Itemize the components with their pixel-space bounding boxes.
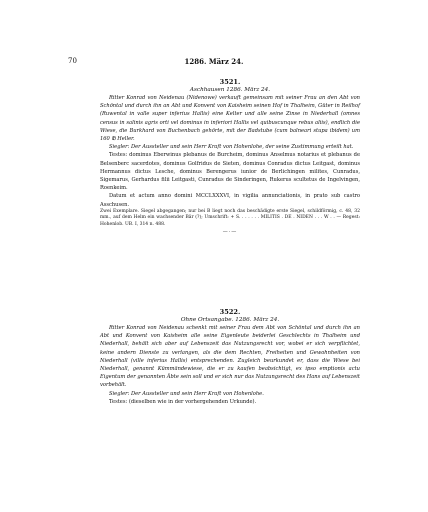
charter-testes: Testes: (dieselben wie in der vorhergehenden Urkunde). (109, 398, 257, 405)
charter-apparatus: Zwei Exemplare. Siegel abgegangen; nur bei B liegt noch das beschädigte erste Siegel, schildförmig, c. 48, 32 mm., auf dem Helm ein wachsender Bär (?); Umschrift: + S. . . . . . . MILITIS . DE . NIDEN . . . W . . — Regest: Hohenlob. UB. I, 314 n. 488. (100, 208, 360, 228)
charter-testes: Testes: dominus Eberwinus plebanus de Burcheim, dominus Anselmus notarius et plebanus de Belsenberc sacerdotes, dominus Golfridus de Sieten, dominus Conradus dictus Leitgast, dominus Hermannus dictus Lesche, dominus Berengerus iunior de Berlichingen milites, Cunradus, Sigemarus, Gerhardus filii Leitgasti, Cunradus de Sinderingen, Rukerus scultetus de Ingelvingen, Roenkeim. (100, 152, 360, 192)
charter-regest: Ritter Konrad von Neidenau (Nidenowe) verkauft gemeinsam mit seiner Frau an den Abt von Schöntal und durch ihn an Abt und Konvent von Kaisheim seinen Hof in Thalheim, Güter in Reilhof (Ruwental in valle super inferius Hallis) eine Kelter und alle seine Zinse in Niederhall (omnes census in salinis agris orti vel dominus in inferiori Hallis vel quibuscunque rebus aliis), endlich die Wiese, die Burkhard von Buchenbach gehörte, mit der Badstube (cum balneari stupa ibidem) um 160 ℔ Heller. (100, 95, 360, 143)
page-header (68, 57, 360, 67)
charter-siegler: Siegler: Der Aussteller und sein Herr Kraft von Hohenlohe. (109, 390, 264, 397)
charter-3522 (100, 308, 360, 406)
charter-place-date: Ohne Ortsangabe. 1286. März 24. (180, 317, 280, 323)
charter-3521 (100, 78, 360, 235)
charter-number: 3521. (219, 78, 241, 86)
charter-datum: Datum et actum anno domini MCCLXXXVI, in vigilia annunciationis, in prato sub castro Asschusen. (100, 193, 360, 208)
charter-place-date: Aschhausen 1286. März 24. (189, 87, 271, 93)
running-title: 1286. März 24. (184, 57, 244, 66)
charter-siegler: Siegler: Der Aussteller und sein Herr Kraft von Hohenlohe, der seine Zustimmung erteilt hat. (109, 144, 354, 151)
charter-number: 3522. (219, 308, 241, 316)
charter-separator: —·— (222, 228, 238, 235)
charter-regest: Ritter Konrad von Neidenau schenkt mit seiner Frau dem Abt von Schöntal und durch ihn an Abt und Konvent von Kaisheim alle seine Eigenleute beiderlei Geschlechts in Thalheim und Niederhall, behält sich aber auf Lebenszeit das Nutzungsrecht vor, wobei er sich verpflichtet, keine andern Dienste zu verlangen, als die dem Rechten, Freiheiten und Gewohnheiten von Niederhall (ville inferius Hallis) entsprechenden. Zugleich beurkundet er, dass die Wiese bei Niederhall, genannt Kümmändewiese, die er zu kaufen beabsichtigt, ex ipso emptionis actu Eigentum der genannten Äbte sein soll und er sich nur das Nutzungsrecht des Hans auf Lebenszeit vorbehält. (100, 325, 360, 389)
page-number: 70 (68, 57, 77, 65)
